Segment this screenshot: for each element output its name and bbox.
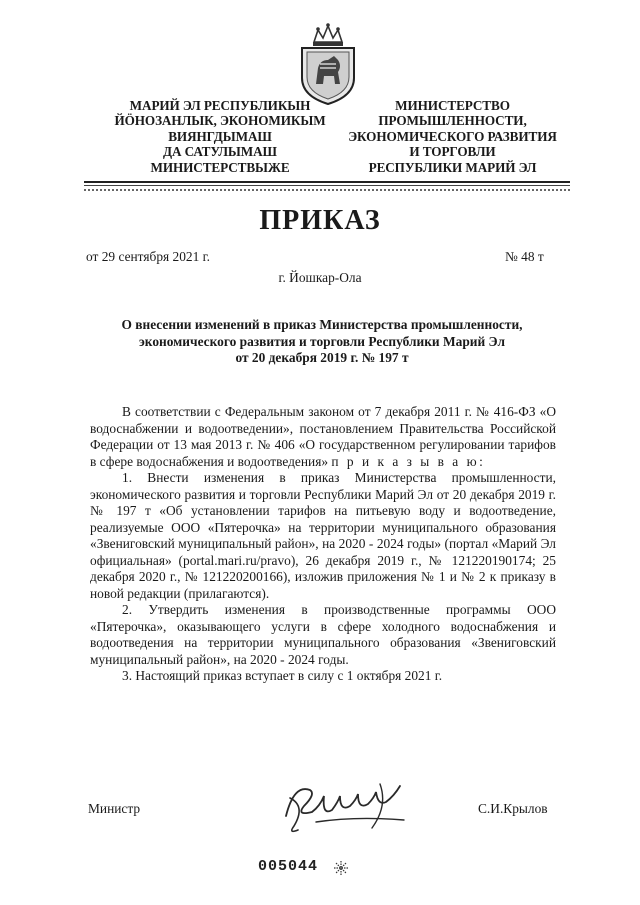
handwritten-signature: [276, 776, 416, 838]
preamble-text: В соответствии с Федеральным законом от 7 декабря 2011 г. № 416-ФЗ «О водоснабжении и водоотведении», постановлением Правительства Российской Федерации от 13 мая 2013 г. № 406 «О государственном регулировании тарифов в сфере водоснабжения и водоотведения»: [90, 404, 556, 469]
header-right-line: ПРОМЫШЛЕННОСТИ,: [378, 113, 527, 129]
document-title: ПРИКАЗ: [259, 205, 381, 236]
prikazyvayu-text: п р и к а з ы в а ю:: [331, 453, 486, 469]
header-right-line: И ТОРГОВЛИ: [409, 144, 496, 160]
header-right-line: МИНИСТЕРСТВО: [395, 98, 510, 113]
order-city: г. Йошкар-Ола: [278, 270, 362, 285]
serial-number: 005044: [258, 858, 319, 875]
subject-line: О внесении изменений в приказ Министерства промышленности,: [121, 317, 523, 332]
header-divider: [84, 185, 570, 186]
subject-line: экономического развития и торговли Республики Марий Эл: [139, 333, 505, 349]
header-left-line: ВИЯНГДЫМАШ: [168, 128, 272, 144]
asterisk-icon: [333, 860, 349, 876]
subject-line: от 20 декабря 2019 г. № 197 т: [235, 350, 409, 366]
item-1: 1. Внести изменения в приказ Министерства промышленности, экономического развития и торговли Республики Марий Эл от 20 декабря 2019 г. № 197 т «Об установлении тарифов на питьевую воду и водоотведение, реализуемые ООО «Пятерочка» на территории муниципального образования «Звениговский муниципальный район», на 2020 - 2024 годы» (портал «Марий Эл официальная» (portal.mari.ru/pravo), 26 декабря 2019 г., № 121220190174; 25 декабря 2020 г., № 121220200166), изложив приложения № 1 и № 2 к приказу в новой редакции (прилагаются).: [90, 470, 556, 601]
order-subject: [80, 317, 564, 367]
header-divider: [84, 181, 570, 183]
header-right-line: ЭКОНОМИЧЕСКОГО РАЗВИТИЯ: [348, 128, 557, 144]
header-left-line: МАРИЙ ЭЛ РЕСПУБЛИКЫН: [129, 98, 311, 113]
header-left-line: ЙÖНОЗАНЛЫК, ЭКОНОМИКЫМ: [114, 113, 326, 129]
coat-of-arms-icon: [296, 22, 360, 106]
order-number: № 48 т: [505, 249, 544, 264]
order-date: от 29 сентября 2021 г.: [86, 249, 210, 264]
header-left: [100, 98, 340, 175]
header-divider: [84, 189, 570, 191]
header-right-line: РЕСПУБЛИКИ МАРИЙ ЭЛ: [368, 159, 537, 175]
header-left-line: МИНИСТЕРСТВЫЖЕ: [150, 159, 290, 175]
item-3: 3. Настоящий приказ вступает в силу с 1 октября 2021 г.: [122, 668, 443, 683]
preamble-paragraph: [90, 404, 556, 470]
header-right: [330, 98, 575, 175]
signer-name: С.И.Крылов: [478, 801, 548, 816]
header-left-line: ДА САТУЛЫМАШ: [163, 144, 277, 160]
signer-role: Министр: [88, 801, 141, 816]
order-body: [90, 404, 556, 685]
item-2: 2. Утвердить изменения в производственные программы ООО «Пятерочка», оказывающего услуги в сфере холодного водоснабжения и водоотведения на территории муниципального образования «Звениговский муниципальный район», на 2020 - 2024 годы.: [90, 602, 556, 667]
